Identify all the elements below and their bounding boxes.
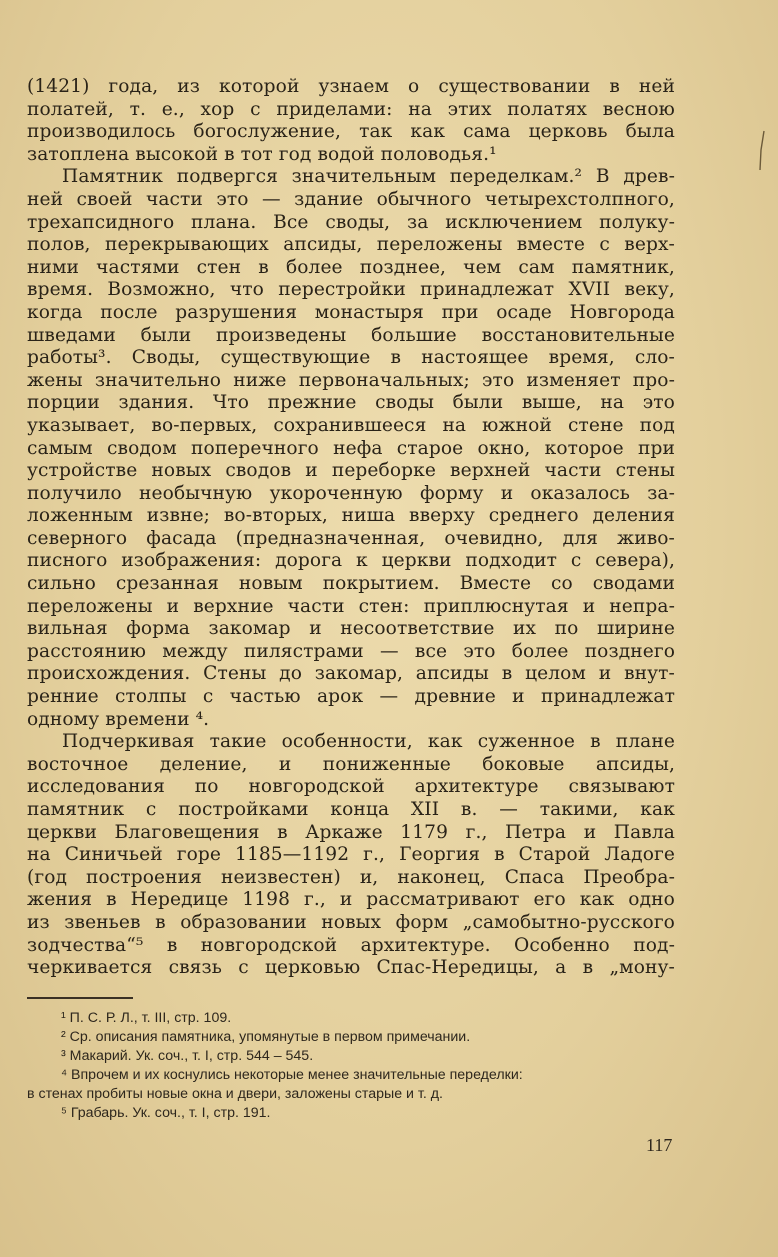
text-line: указывает, во-первых, сохранившееся на южной стене под (27, 414, 675, 436)
text-line: зодчества“⁵ в новгородской архитектуре. Особенно под- (27, 934, 675, 956)
text-line: на Синичьей горе 1185—1192 г., Георгия в Старой Ладоге (27, 844, 675, 866)
text-line: исследования по новгородской архитектуре связывают (27, 776, 675, 798)
text-line: памятник с постройками конца XII в. — такими, как (27, 799, 675, 820)
text-line: время. Возможно, что перестройки принадлежат XVII веку, (27, 279, 675, 301)
footnote-5: в стенах пробиты новые окна и двери, заложены старые и т. д. (27, 1086, 443, 1102)
text-line: ней своей части это — здание обычного четырехстолпного, (27, 188, 675, 210)
footnote-3: ³ Макарий. Ук. соч., т. I, стр. 544 – 545. (61, 1048, 314, 1064)
footnotes (27, 1009, 675, 1123)
text-line: трехапсидного плана. Все своды, за исключением полуку- (27, 211, 675, 233)
text-line: писного изображения: дорога к церкви подходит с севера), (27, 550, 675, 572)
footnote-separator (27, 997, 133, 999)
text-line: жены значительно ниже первоначальных; это изменяет про- (27, 369, 675, 391)
text-line: производилось богослужение, так как сама церковь была (27, 121, 675, 143)
footnote-1: ¹ П. С. Р. Л., т. III, стр. 109. (61, 1010, 232, 1026)
text-line: одному времени ⁴. (27, 708, 210, 730)
text-line: ренние столпы с частью арок — древние и принадлежат (27, 686, 675, 708)
text-line: Подчеркивая такие особенности, как суженное в плане (62, 731, 675, 753)
text-line: (год построения неизвестен) и, наконец, Спаса Преобра- (27, 866, 675, 888)
footnote-2: ² Ср. описания памятника, упомянутые в первом примечании. (61, 1029, 471, 1045)
text-line: северного фасада (предназначенная, очевидно, для живо- (27, 527, 675, 549)
text-line: расстоянию между пилястрами — все это более позднего (27, 640, 675, 662)
text-line: восточное деление, и пониженные боковые апсиды, (27, 753, 675, 775)
text-line: Памятник подвергся значительным переделкам.² В древ- (62, 166, 675, 188)
text-line: шведами были произведены большие восстановительные (27, 324, 675, 346)
text-line: вильная форма закомар и несоответствие их по ширине (27, 618, 675, 640)
text-line: затоплена высокой в тот год водой половодья.¹ (27, 143, 497, 165)
text-line: порции здания. Что прежние своды были выше, на это (27, 392, 675, 414)
main-text (27, 76, 675, 980)
text-line: церкви Благовещения в Аркаже 1179 г., Петра и Павла (27, 821, 675, 843)
pencil-mark (758, 130, 766, 172)
text-line: полов, перекрывающих апсиды, переложены вместе с верх- (27, 234, 675, 256)
text-line: из звеньев в образовании новых форм „самобытно-русского (27, 911, 675, 933)
text-line: черкивается связь с церковью Спас-Нередицы, а в „мону- (27, 957, 675, 979)
text-line: ними частями стен в более позднее, чем сам памятник, (27, 256, 675, 278)
page-number: 117 (646, 1135, 673, 1155)
text-line: самым сводом поперечного нефа старое окно, которое при (27, 437, 675, 459)
footnote-4: ⁴ Впрочем и их коснулись некоторые менее значительные переделки: (61, 1067, 523, 1083)
text-line: когда после разрушения монастыря при осаде Новгорода (27, 301, 675, 323)
text-line: сильно срезанная новым покрытием. Вместе со сводами (27, 573, 675, 595)
text-line: работы³. Своды, существующие в настоящее время, сло- (27, 347, 675, 369)
text-line: устройстве новых сводов и переборке верхней части стены (27, 460, 675, 482)
footnote-6: ⁵ Грабарь. Ук. соч., т. I, стр. 191. (61, 1105, 271, 1121)
text-line: происхождения. Стены до закомар, апсиды в целом и внут- (27, 663, 675, 685)
text-line: жения в Нередице 1198 г., и рассматривают его как одно (27, 889, 675, 911)
text-line: переложены и верхние части стен: приплюснутая и непра- (27, 595, 675, 617)
text-line: (1421) года, из которой узнаем о существовании в ней (27, 76, 675, 97)
text-line: полатей, т. е., хор с приделами: на этих полатях весною (27, 98, 675, 120)
text-line: получило необычную укороченную форму и оказалось за- (27, 482, 675, 504)
text-line: ложенным извне; во-вторых, ниша вверху среднего деления (27, 505, 675, 527)
